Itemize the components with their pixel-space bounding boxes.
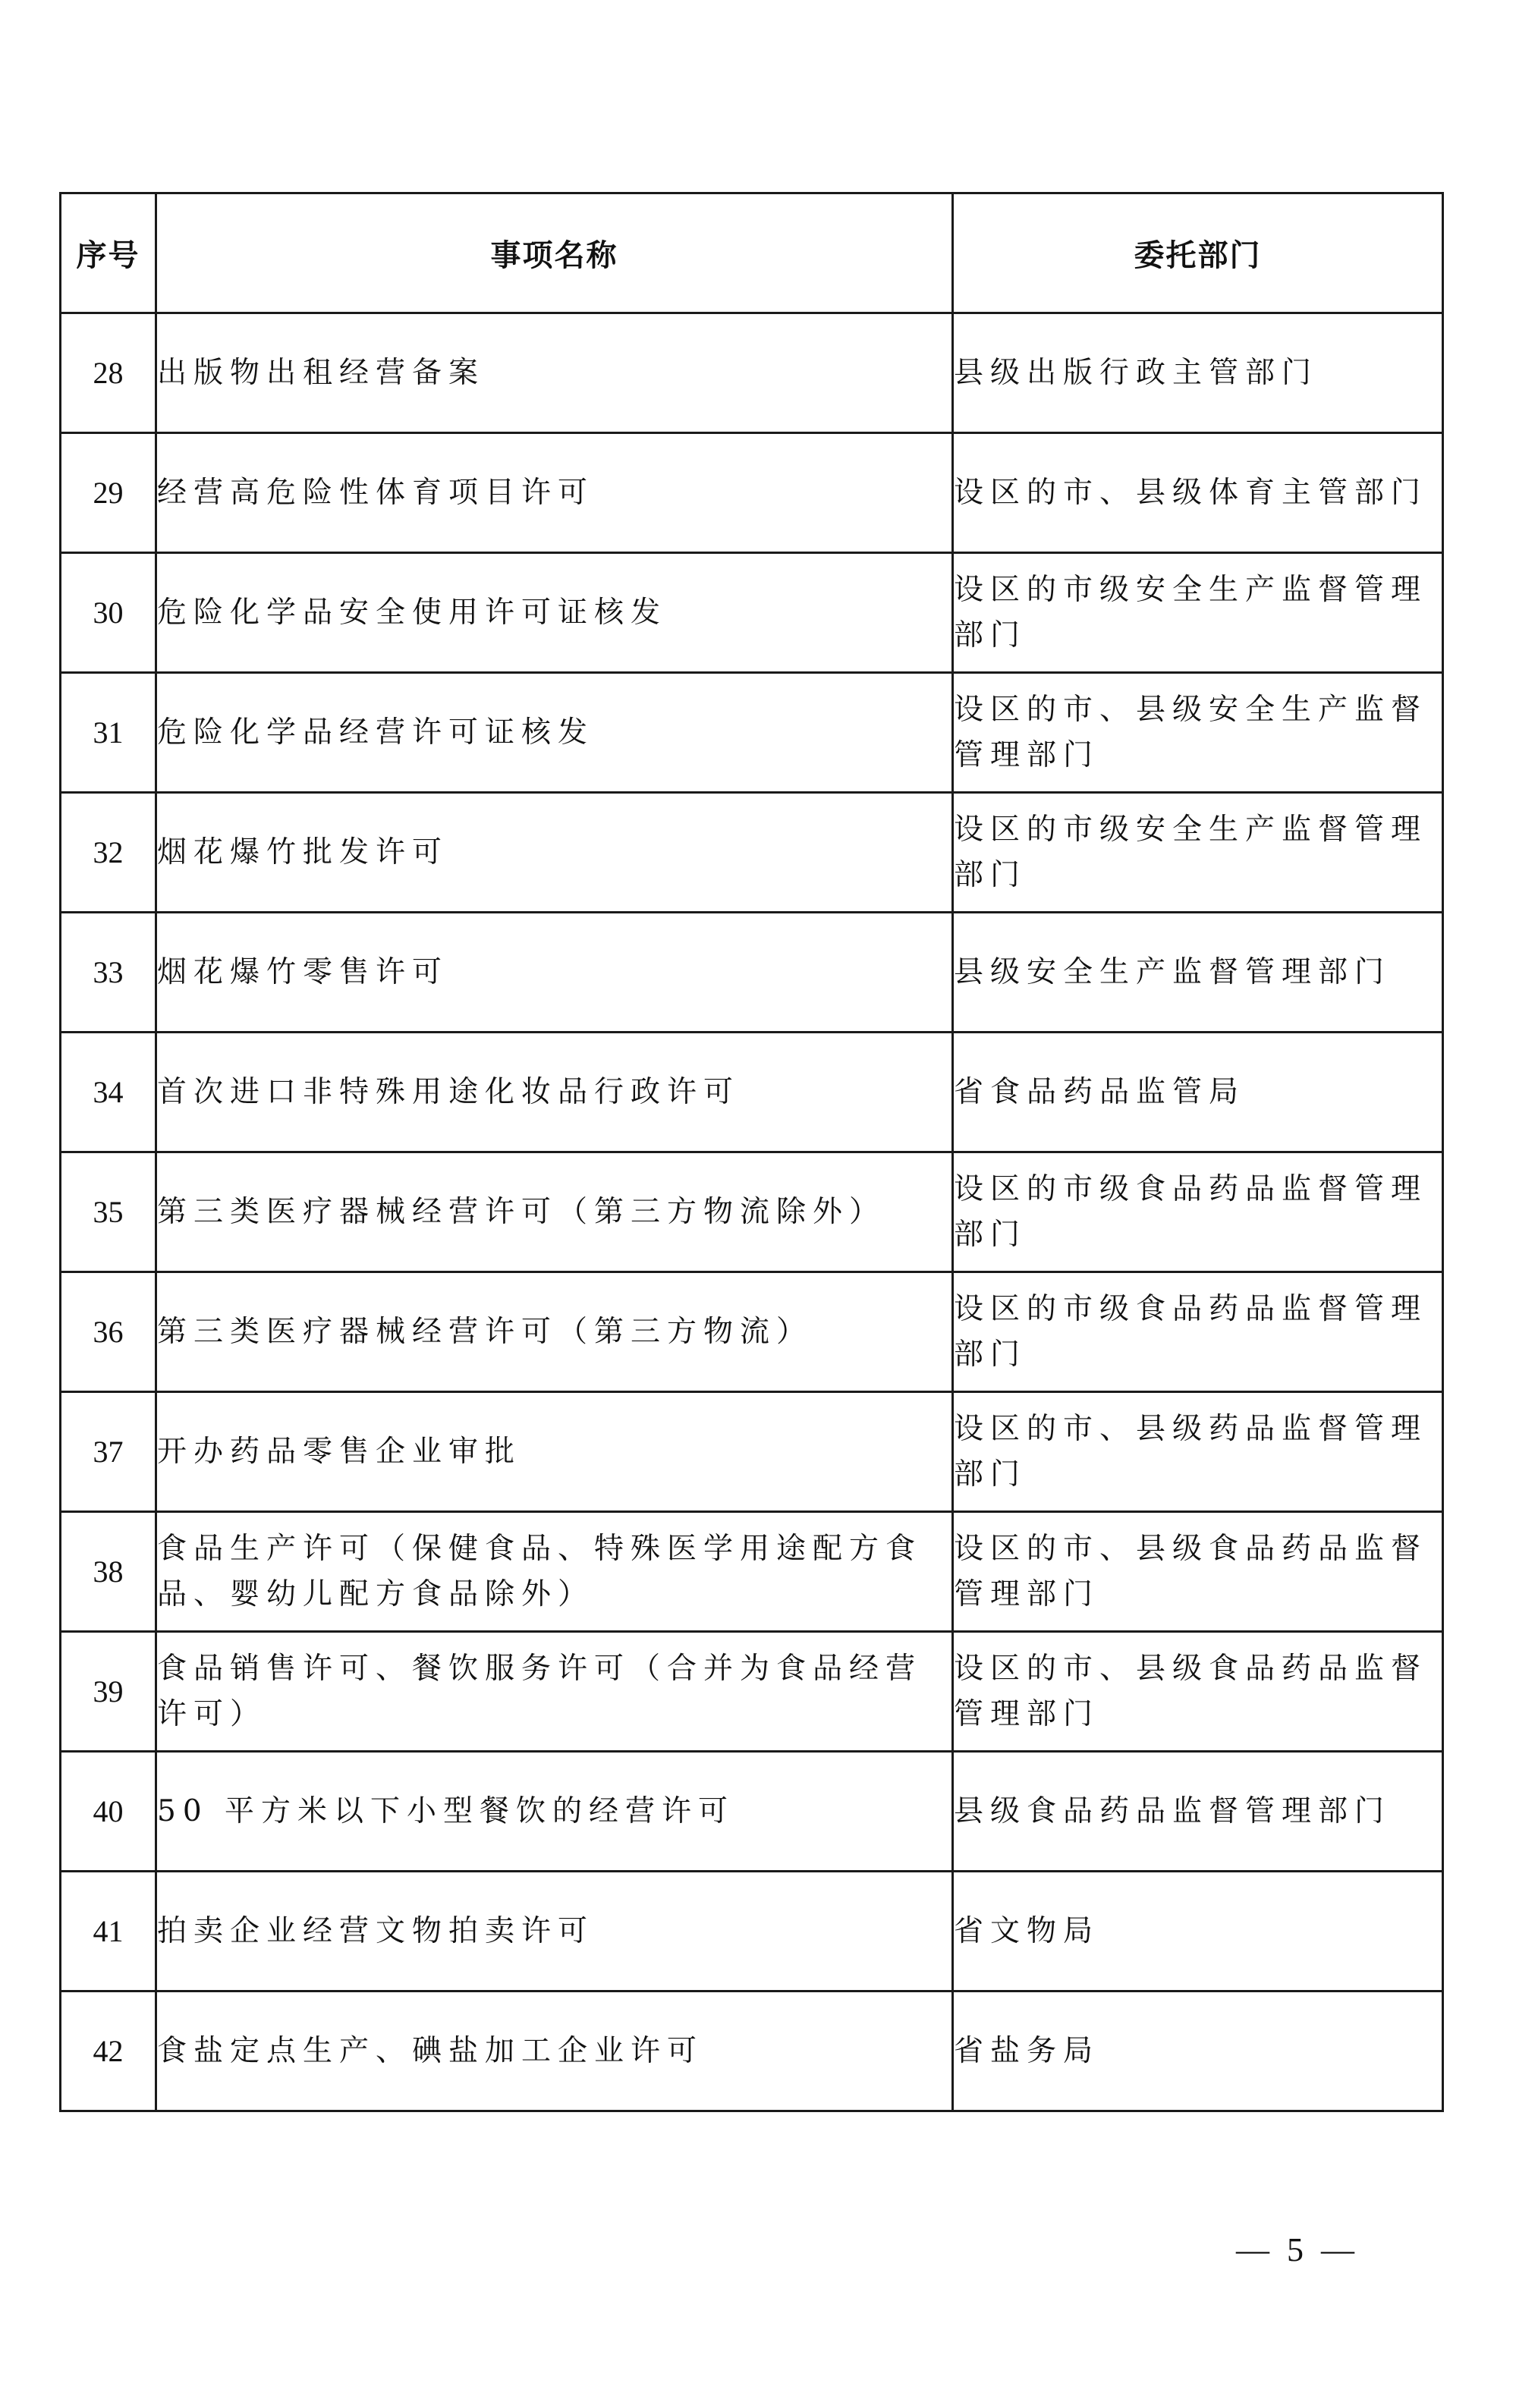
row-delegated-department: 设区的市级食品药品监督管理部门 <box>953 1272 1443 1392</box>
row-item-name: 开办药品零售企业审批 <box>156 1392 953 1512</box>
row-delegated-department: 设区的市、县级食品药品监督管理部门 <box>953 1512 1443 1632</box>
row-serial-number: 30 <box>61 553 156 673</box>
delegated-items-table <box>59 192 1444 2112</box>
row-serial-number: 40 <box>61 1752 156 1872</box>
row-serial-number: 39 <box>61 1632 156 1752</box>
row-item-name: 烟花爆竹零售许可 <box>156 913 953 1033</box>
row-delegated-department: 县级安全生产监督管理部门 <box>953 913 1443 1033</box>
table-row <box>61 1512 1443 1632</box>
table-row <box>61 793 1443 913</box>
row-serial-number: 38 <box>61 1512 156 1632</box>
table-row <box>61 553 1443 673</box>
row-serial-number: 31 <box>61 673 156 793</box>
row-delegated-department: 省食品药品监管局 <box>953 1033 1443 1152</box>
row-item-name: 烟花爆竹批发许可 <box>156 793 953 913</box>
row-delegated-department: 设区的市级食品药品监督管理部门 <box>953 1152 1443 1272</box>
row-item-name: 首次进口非特殊用途化妆品行政许可 <box>156 1033 953 1152</box>
row-serial-number: 35 <box>61 1152 156 1272</box>
row-delegated-department: 省文物局 <box>953 1872 1443 1991</box>
table-row <box>61 1872 1443 1991</box>
row-item-name: 危险化学品安全使用许可证核发 <box>156 553 953 673</box>
row-delegated-department: 设区的市、县级药品监督管理部门 <box>953 1392 1443 1512</box>
row-item-name: 出版物出租经营备案 <box>156 313 953 433</box>
row-item-name: 拍卖企业经营文物拍卖许可 <box>156 1872 953 1991</box>
row-serial-number: 34 <box>61 1033 156 1152</box>
table-row <box>61 1632 1443 1752</box>
row-item-name: 经营高危险性体育项目许可 <box>156 433 953 553</box>
row-delegated-department: 省盐务局 <box>953 1991 1443 2111</box>
row-serial-number: 37 <box>61 1392 156 1512</box>
row-delegated-department: 县级食品药品监督管理部门 <box>953 1752 1443 1872</box>
header-delegated-department: 委托部门 <box>953 193 1443 313</box>
row-serial-number: 36 <box>61 1272 156 1392</box>
row-delegated-department: 设区的市、县级安全生产监督管理部门 <box>953 673 1443 793</box>
row-serial-number: 32 <box>61 793 156 913</box>
row-delegated-department: 县级出版行政主管部门 <box>953 313 1443 433</box>
row-delegated-department: 设区的市、县级体育主管部门 <box>953 433 1443 553</box>
row-item-name: 食品生产许可（保健食品、特殊医学用途配方食品、婴幼儿配方食品除外） <box>156 1512 953 1632</box>
row-item-name: 食品销售许可、餐饮服务许可（合并为食品经营许可） <box>156 1632 953 1752</box>
page-number: — 5 — <box>1236 2231 1359 2268</box>
table-row <box>61 433 1443 553</box>
table-row <box>61 313 1443 433</box>
row-serial-number: 33 <box>61 913 156 1033</box>
row-serial-number: 42 <box>61 1991 156 2111</box>
table-row <box>61 1991 1443 2111</box>
row-item-name: 危险化学品经营许可证核发 <box>156 673 953 793</box>
row-delegated-department: 设区的市、县级食品药品监督管理部门 <box>953 1632 1443 1752</box>
row-serial-number: 29 <box>61 433 156 553</box>
row-item-name: 第三类医疗器械经营许可（第三方物流除外） <box>156 1152 953 1272</box>
header-item-name: 事项名称 <box>156 193 953 313</box>
table-row <box>61 1392 1443 1512</box>
row-item-name: 50 平方米以下小型餐饮的经营许可 <box>156 1752 953 1872</box>
row-serial-number: 41 <box>61 1872 156 1991</box>
table-body <box>61 313 1443 2111</box>
table-row <box>61 1272 1443 1392</box>
table-row <box>61 913 1443 1033</box>
row-delegated-department: 设区的市级安全生产监督管理部门 <box>953 793 1443 913</box>
row-serial-number: 28 <box>61 313 156 433</box>
row-item-name: 第三类医疗器械经营许可（第三方物流） <box>156 1272 953 1392</box>
header-serial-number: 序号 <box>61 193 156 313</box>
table-header-row <box>61 193 1443 313</box>
table-row <box>61 673 1443 793</box>
row-delegated-department: 设区的市级安全生产监督管理部门 <box>953 553 1443 673</box>
table-row <box>61 1033 1443 1152</box>
table-row <box>61 1752 1443 1872</box>
table-row <box>61 1152 1443 1272</box>
row-item-name: 食盐定点生产、碘盐加工企业许可 <box>156 1991 953 2111</box>
